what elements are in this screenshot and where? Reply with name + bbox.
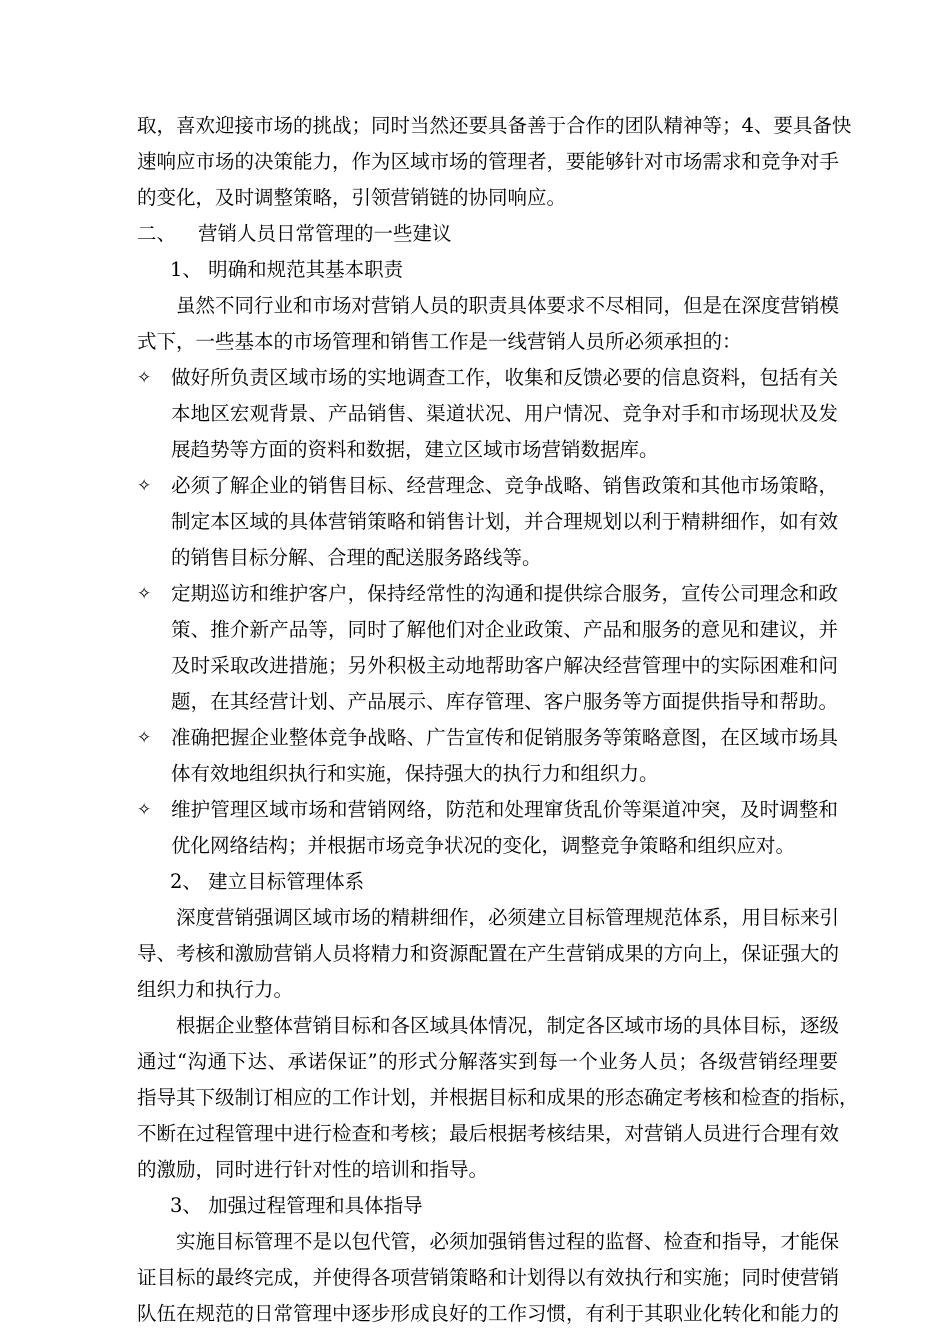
- bullet-line: 维护管理区域市场和营销网络，防范和处理窜货乱价等渠道冲突，及时调整和: [171, 798, 838, 821]
- subsection-heading: 3、 加强过程管理和具体指导: [170, 1194, 423, 1217]
- bullet-line: 制定本区域的具体营销策略和销售计划，并合理规划以利于精耕细作，如有效: [171, 510, 838, 533]
- intro-line: 的变化，及时调整策略，引领营销链的协同响应。: [137, 186, 567, 209]
- bullet-line: 本地区宏观背景、产品销售、渠道状况、用户情况、竞争对手和市场现状及发: [171, 402, 838, 425]
- paragraph-line: 指导其下级制订相应的工作计划，并根据目标和成果的形态确定考核和检查的指标，: [137, 1086, 859, 1109]
- bullet-diamond-icon: ✧: [137, 584, 152, 604]
- intro-line: 取，喜欢迎接市场的挑战；同时当然还要具备善于合作的团队精神等；4、要具备快: [137, 114, 852, 137]
- bullet-diamond-icon: ✧: [137, 476, 152, 496]
- bullet-line: 准确把握企业整体竞争战略、广告宣传和促销服务等策略意图，在区域市场具: [171, 726, 838, 749]
- bullet-line: 优化网络结构；并根据市场竞争状况的变化，调整竞争策略和组织应对。: [171, 834, 796, 857]
- intro-line: 速响应市场的决策能力，作为区域市场的管理者，要能够针对市场需求和竞争对手: [137, 150, 840, 173]
- section-title: 营销人员日常管理的一些建议: [198, 222, 452, 245]
- subsection-heading: 1、 明确和规范其基本职责: [170, 258, 404, 281]
- paragraph-line: 虽然不同行业和市场对营销人员的职责具体要求不尽相同，但是在深度营销模: [176, 294, 840, 317]
- subsection-heading: 2、 建立目标管理体系: [170, 870, 365, 893]
- paragraph-line: 根据企业整体营销目标和各区域具体情况，制定各区域市场的具体目标，逐级: [176, 1014, 840, 1037]
- paragraph-line: 不断在过程管理中进行检查和考核；最后根据考核结果，对营销人员进行合理有效: [137, 1122, 840, 1145]
- paragraph-line: 导、考核和激励营销人员将精力和资源配置在产生营销成果的方向上，保证强大的: [137, 942, 840, 965]
- bullet-line: 做好所负责区域市场的实地调查工作，收集和反馈必要的信息资料，包括有关: [171, 366, 838, 389]
- bullet-diamond-icon: ✧: [137, 800, 152, 820]
- bullet-line: 策、推介新产品等，同时了解他们对企业政策、产品和服务的意见和建议，并: [171, 618, 838, 641]
- section-number: 二、: [137, 222, 177, 245]
- bullet-diamond-icon: ✧: [137, 728, 152, 748]
- bullet-line: 的销售目标分解、合理的配送服务路线等。: [171, 546, 542, 569]
- paragraph-line: 实施目标管理不是以包代管，必须加强销售过程的监督、检查和指导，才能保: [176, 1230, 840, 1253]
- paragraph-line: 队伍在规范的日常管理中逐步形成良好的工作习惯，有利于其职业化转化和能力的: [137, 1302, 840, 1325]
- bullet-line: 题，在其经营计划、产品展示、库存管理、客户服务等方面提供指导和帮助。: [171, 690, 838, 713]
- bullet-line: 必须了解企业的销售目标、经营理念、竞争战略、销售政策和其他市场策略，: [171, 474, 838, 497]
- paragraph-line: 证目标的最终完成，并使得各项营销策略和计划得以有效执行和实施；同时使营销: [137, 1266, 840, 1289]
- paragraph-line: 组织力和执行力。: [137, 978, 294, 1001]
- bullet-line: 体有效地组织执行和实施，保持强大的执行力和组织力。: [171, 762, 659, 785]
- bullet-line: 及时采取改进措施；另外积极主动地帮助客户解决经营管理中的实际困难和问: [171, 654, 838, 677]
- paragraph-line: 式下，一些基本的市场管理和销售工作是一线营销人员所必须承担的：: [137, 330, 742, 353]
- bullet-diamond-icon: ✧: [137, 368, 152, 388]
- paragraph-line: 通过“沟通下达、承诺保证”的形式分解落实到每一个业务人员；各级营销经理要: [137, 1050, 838, 1073]
- paragraph-line: 深度营销强调区域市场的精耕细作，必须建立目标管理规范体系，用目标来引: [176, 906, 840, 929]
- bullet-line: 定期巡访和维护客户，保持经常性的沟通和提供综合服务，宣传公司理念和政: [171, 582, 838, 605]
- bullet-line: 展趋势等方面的资料和数据，建立区域市场营销数据库。: [171, 438, 659, 461]
- paragraph-line: 的激励，同时进行针对性的培训和指导。: [137, 1158, 489, 1181]
